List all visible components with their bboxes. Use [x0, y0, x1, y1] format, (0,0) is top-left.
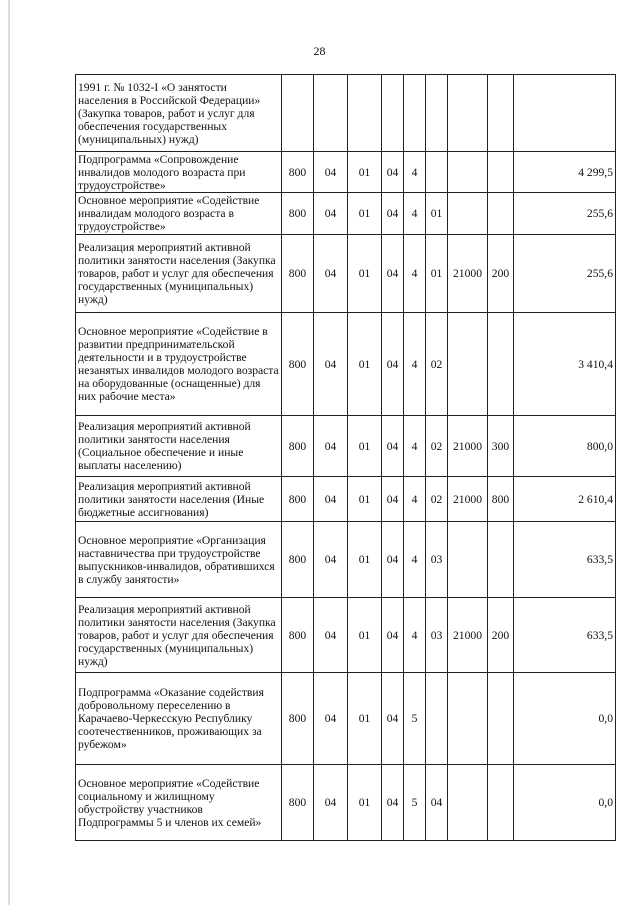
event-code: 01: [426, 193, 448, 235]
event-code: 03: [426, 598, 448, 673]
subprogram-code: [404, 75, 426, 152]
expense-type-code: [488, 75, 514, 152]
table-row: [76, 313, 616, 416]
table-row: [76, 416, 616, 477]
direction-code: [448, 193, 488, 235]
row-name: Основное мероприятие «Содействие инвалидам молодого возраста в трудоустройстве»: [76, 193, 282, 235]
program-code: 04: [382, 152, 404, 193]
section-code: 04: [314, 673, 348, 765]
ministry-code: 800: [282, 416, 314, 477]
subsection-code: 01: [348, 193, 382, 235]
ministry-code: 800: [282, 765, 314, 841]
amount: 0,0: [514, 673, 616, 765]
section-code: 04: [314, 313, 348, 416]
direction-code: [448, 313, 488, 416]
amount: [514, 75, 616, 152]
expense-type-code: [488, 765, 514, 841]
program-code: 04: [382, 193, 404, 235]
table-row: [76, 522, 616, 598]
ministry-code: 800: [282, 598, 314, 673]
table-row: [76, 477, 616, 522]
expense-type-code: [488, 152, 514, 193]
section-code: 04: [314, 598, 348, 673]
subsection-code: [348, 75, 382, 152]
amount: 0,0: [514, 765, 616, 841]
direction-code: 21000: [448, 477, 488, 522]
program-code: 04: [382, 522, 404, 598]
amount: 255,6: [514, 193, 616, 235]
event-code: 03: [426, 522, 448, 598]
amount: 4 299,5: [514, 152, 616, 193]
expense-type-code: [488, 673, 514, 765]
section-code: 04: [314, 152, 348, 193]
event-code: 02: [426, 416, 448, 477]
ministry-code: 800: [282, 235, 314, 313]
subsection-code: 01: [348, 152, 382, 193]
expense-type-code: [488, 522, 514, 598]
event-code: [426, 152, 448, 193]
ministry-code: 800: [282, 673, 314, 765]
subsection-code: 01: [348, 477, 382, 522]
subprogram-code: 4: [404, 193, 426, 235]
section-code: 04: [314, 477, 348, 522]
subprogram-code: 5: [404, 765, 426, 841]
subsection-code: 01: [348, 416, 382, 477]
subsection-code: 01: [348, 235, 382, 313]
expense-type-code: 200: [488, 235, 514, 313]
ministry-code: 800: [282, 477, 314, 522]
subprogram-code: 4: [404, 152, 426, 193]
table-row: [76, 152, 616, 193]
table-row: [76, 193, 616, 235]
program-code: 04: [382, 313, 404, 416]
subsection-code: 01: [348, 598, 382, 673]
expense-type-code: [488, 313, 514, 416]
program-code: 04: [382, 673, 404, 765]
row-name: Подпрограмма «Сопровождение инвалидов молодого возраста при трудоустройстве»: [76, 152, 282, 193]
table-row: [76, 235, 616, 313]
budget-table: [75, 74, 616, 841]
subprogram-code: 5: [404, 673, 426, 765]
event-code: [426, 673, 448, 765]
section-code: 04: [314, 522, 348, 598]
section-code: 04: [314, 765, 348, 841]
amount: 800,0: [514, 416, 616, 477]
subprogram-code: 4: [404, 522, 426, 598]
scan-edge: [8, 0, 10, 905]
event-code: 01: [426, 235, 448, 313]
table-row: [76, 765, 616, 841]
row-name: Подпрограмма «Оказание содействия добровольному переселению в Карачаево-Черкесскую Республику соотечественников, проживающих за рубежом»: [76, 673, 282, 765]
subprogram-code: 4: [404, 416, 426, 477]
subprogram-code: 4: [404, 235, 426, 313]
expense-type-code: 300: [488, 416, 514, 477]
expense-type-code: [488, 193, 514, 235]
subsection-code: 01: [348, 765, 382, 841]
program-code: 04: [382, 598, 404, 673]
section-code: 04: [314, 193, 348, 235]
page-number: 28: [313, 44, 326, 58]
row-name: Реализация мероприятий активной политики занятости населения (Закупка товаров, работ и услуг для обеспечения государственных (муниципальных) нужд): [76, 235, 282, 313]
amount: 633,5: [514, 598, 616, 673]
event-code: 04: [426, 765, 448, 841]
amount: 2 610,4: [514, 477, 616, 522]
table-row: [76, 75, 616, 152]
program-code: 04: [382, 765, 404, 841]
row-name: Основное мероприятие «Содействие социальному и жилищному обустройству участников Подпрограммы 5 и членов их семей»: [76, 765, 282, 841]
direction-code: [448, 765, 488, 841]
ministry-code: 800: [282, 152, 314, 193]
subsection-code: 01: [348, 522, 382, 598]
direction-code: [448, 75, 488, 152]
subprogram-code: 4: [404, 477, 426, 522]
amount: 3 410,4: [514, 313, 616, 416]
section-code: [314, 75, 348, 152]
program-code: 04: [382, 235, 404, 313]
expense-type-code: 800: [488, 477, 514, 522]
program-code: 04: [382, 477, 404, 522]
row-name: Основное мероприятие «Организация наставничества при трудоустройстве выпускников-инвалидов, обратившихся в службу занятости»: [76, 522, 282, 598]
table-row: [76, 673, 616, 765]
ministry-code: 800: [282, 522, 314, 598]
row-name: Реализация мероприятий активной политики занятости населения (Иные бюджетные ассигнования): [76, 477, 282, 522]
subsection-code: 01: [348, 673, 382, 765]
program-code: [382, 75, 404, 152]
direction-code: 21000: [448, 598, 488, 673]
row-name: 1991 г. № 1032-I «О занятости населения в Российской Федерации» (Закупка товаров, работ и услуг для обеспечения государственных (муниципальных) нужд): [76, 75, 282, 152]
row-name: Основное мероприятие «Содействие в развитии предпринимательской деятельности и в трудоустройстве незанятых инвалидов молодого возраста на оборудованные (оснащенные) для них рабочие места»: [76, 313, 282, 416]
direction-code: 21000: [448, 416, 488, 477]
direction-code: [448, 152, 488, 193]
ministry-code: [282, 75, 314, 152]
section-code: 04: [314, 235, 348, 313]
table-row: [76, 598, 616, 673]
subprogram-code: 4: [404, 598, 426, 673]
subsection-code: 01: [348, 313, 382, 416]
event-code: [426, 75, 448, 152]
ministry-code: 800: [282, 313, 314, 416]
row-name: Реализация мероприятий активной политики занятости населения (Социальное обеспечение и иные выплаты населению): [76, 416, 282, 477]
direction-code: 21000: [448, 235, 488, 313]
amount: 255,6: [514, 235, 616, 313]
direction-code: [448, 522, 488, 598]
direction-code: [448, 673, 488, 765]
expense-type-code: 200: [488, 598, 514, 673]
event-code: 02: [426, 313, 448, 416]
ministry-code: 800: [282, 193, 314, 235]
subprogram-code: 4: [404, 313, 426, 416]
event-code: 02: [426, 477, 448, 522]
program-code: 04: [382, 416, 404, 477]
amount: 633,5: [514, 522, 616, 598]
section-code: 04: [314, 416, 348, 477]
row-name: Реализация мероприятий активной политики занятости населения (Закупка товаров, работ и услуг для обеспечения государственных (муниципальных) нужд): [76, 598, 282, 673]
